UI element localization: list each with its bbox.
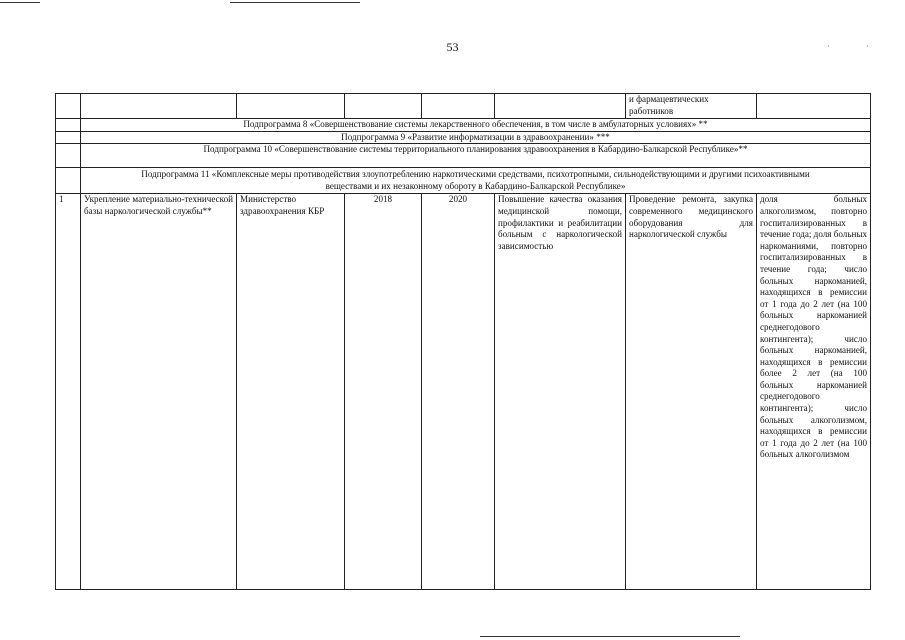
cell-measures: Проведение ремонта, закупка современного медицинского оборудования для наркологической службы	[626, 194, 757, 590]
subprogram-8-heading: Подпрограмма 8 «Совершенствование системы лекарственного обеспечения, в том числе в амбулаторных условиях» **	[81, 119, 871, 132]
cell-name: Укрепление материально-технической базы наркологической службы**	[81, 194, 237, 590]
cell-num	[56, 119, 81, 132]
cell-start-year: 2018	[345, 194, 422, 590]
scan-dot-right-2: ·	[866, 42, 869, 51]
cell-measures	[626, 94, 757, 119]
table-row-continuation	[56, 94, 871, 119]
program-table	[55, 93, 871, 590]
table-row-subprogram-8	[56, 119, 871, 132]
cell-end-year: 2020	[422, 194, 495, 590]
scan-artifact-bottom	[480, 636, 740, 637]
table-row-measure-1	[56, 194, 871, 590]
cell-num	[56, 94, 81, 119]
cell-executor: Министерство здравоохранения КБР	[237, 194, 345, 590]
cell-expected-result	[495, 94, 626, 119]
page-number: 53	[446, 40, 459, 54]
cell-end-year	[422, 94, 495, 119]
cell-indicators: доля больных алкоголизмом, повторно госпитализированных в течение года; доля больных наркоманиями, повторно госпитализированных в течение года; число больных наркоманией, находящихся в ремиссии от 1 года до 2 лет (на 100 больных наркоманией среднегодового контингента); число больных наркоманией, находящихся в ремиссии более 2 лет (на 100 больных наркоманией среднегодового контингента); число больных алкоголизмом, находящихся в ремиссии от 1 года до 2 лет (на 100 больных алкоголизмом	[757, 194, 871, 590]
subprogram-10-heading: Подпрограмма 10 «Совершенствование системы территориального планирования здравоохранения в Кабардино-Балкарской Республике»**	[81, 144, 871, 168]
table-row-subprogram-10	[56, 144, 871, 168]
cell-start-year	[345, 94, 422, 119]
table-row-subprogram-11	[56, 168, 871, 194]
cell-name	[81, 94, 237, 119]
scan-artifact-top-center	[230, 2, 360, 3]
cell-indicators	[757, 94, 871, 119]
subprogram-9-heading: Подпрограмма 9 «Развитие информатизации в здравоохранении» ***	[81, 131, 871, 144]
subprogram-11-heading: Подпрограмма 11 «Комплексные меры противодействия злоупотреблению наркотическими средствами, психотропными, сильнодействующими и другими психоактивными веществами и их незаконному обороту в Кабардино-Балкарской Республике»	[81, 168, 871, 194]
cell-num	[56, 131, 81, 144]
scan-artifact-top-left	[0, 2, 40, 3]
cell-expected-result: Повышение качества оказания медицинской помощи, профилактики и реабилитации больным с наркологической зависимостью	[495, 194, 626, 590]
continuation-results-text: и фармацевтических работников	[629, 94, 709, 116]
cell-num	[56, 168, 81, 194]
table-row-subprogram-9	[56, 131, 871, 144]
scan-dot-right: ·	[827, 42, 830, 51]
cell-executor	[237, 94, 345, 119]
cell-num	[56, 144, 81, 168]
cell-num: 1	[56, 194, 81, 590]
